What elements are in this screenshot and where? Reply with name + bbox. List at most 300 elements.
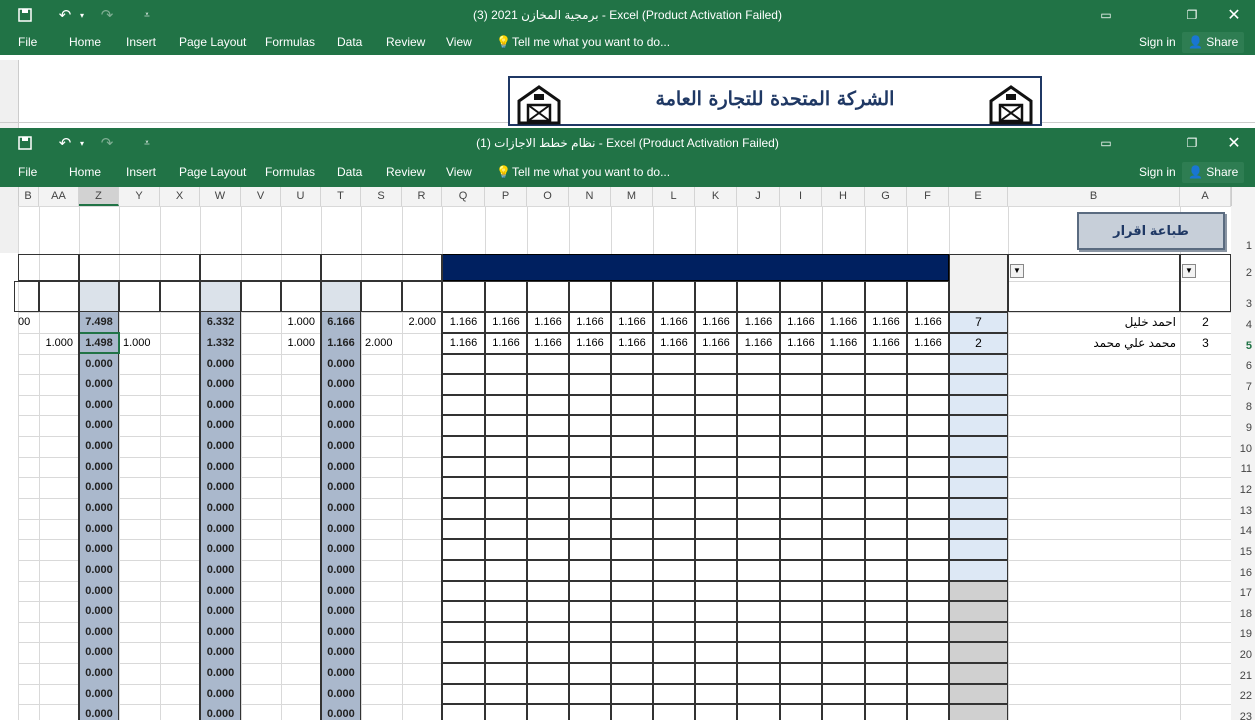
balance-cell[interactable]: 0.000 bbox=[327, 358, 355, 370]
first-half-cell[interactable]: 2.000 bbox=[408, 316, 436, 328]
monthly-accrual-cell[interactable] bbox=[780, 457, 822, 477]
row-header[interactable]: 14 bbox=[1239, 525, 1252, 537]
monthly-accrual-cell[interactable] bbox=[611, 601, 653, 622]
employee-id-cell[interactable]: 3 bbox=[1202, 336, 1209, 350]
monthly-accrual-cell[interactable] bbox=[695, 622, 737, 642]
monthly-accrual-cell[interactable] bbox=[822, 436, 865, 457]
monthly-accrual-cell[interactable] bbox=[653, 457, 695, 477]
first-half-cell[interactable]: 00 bbox=[18, 316, 31, 328]
row-header[interactable]: 3 bbox=[1245, 298, 1252, 310]
column-header[interactable]: J bbox=[737, 187, 780, 206]
column-header[interactable]: G bbox=[865, 187, 907, 206]
monthly-accrual-cell[interactable] bbox=[780, 704, 822, 720]
monthly-accrual-cell[interactable] bbox=[485, 374, 527, 395]
monthly-accrual-cell[interactable] bbox=[780, 395, 822, 415]
row-header[interactable]: 2 bbox=[1245, 267, 1252, 279]
balance-cell[interactable]: 0.000 bbox=[327, 605, 355, 617]
balance-cell[interactable]: 0.000 bbox=[85, 440, 113, 452]
row-header[interactable]: 17 bbox=[1239, 587, 1252, 599]
monthly-accrual-cell[interactable] bbox=[653, 663, 695, 684]
second-half-cell[interactable] bbox=[39, 312, 79, 333]
tell-me-box[interactable]: Tell me what you want to do... bbox=[512, 165, 671, 179]
monthly-accrual-cell[interactable] bbox=[569, 539, 611, 560]
monthly-accrual-cell[interactable] bbox=[485, 684, 527, 704]
column-header[interactable]: H bbox=[822, 187, 865, 206]
second-half-cell[interactable]: 1.000 bbox=[45, 337, 73, 349]
row-header[interactable]: 1 bbox=[1245, 240, 1252, 252]
balance-cell[interactable]: 0.000 bbox=[206, 688, 235, 700]
monthly-accrual-cell[interactable] bbox=[865, 457, 907, 477]
monthly-accrual-cell[interactable] bbox=[569, 477, 611, 498]
balance-cell[interactable]: 7.498 bbox=[85, 316, 113, 328]
monthly-accrual-cell[interactable] bbox=[695, 354, 737, 374]
monthly-accrual-cell[interactable] bbox=[907, 354, 949, 374]
monthly-accrual-cell[interactable] bbox=[611, 663, 653, 684]
prev-balance-cell[interactable] bbox=[949, 539, 1008, 560]
monthly-accrual-cell[interactable] bbox=[737, 457, 780, 477]
monthly-accrual-cell[interactable] bbox=[611, 395, 653, 415]
monthly-accrual-cell[interactable] bbox=[527, 498, 569, 519]
sign-in-link[interactable]: Sign in bbox=[1139, 35, 1176, 49]
monthly-accrual-cell[interactable] bbox=[569, 642, 611, 663]
balance-cell[interactable]: 6.332 bbox=[206, 316, 235, 328]
monthly-accrual-cell[interactable] bbox=[822, 457, 865, 477]
save-icon[interactable] bbox=[13, 0, 37, 30]
first-half-cell[interactable]: 1.000 bbox=[287, 337, 315, 349]
tab-file[interactable]: File bbox=[18, 35, 38, 49]
tab-review[interactable]: Review bbox=[386, 165, 426, 179]
balance-cell[interactable]: 0.000 bbox=[85, 358, 113, 370]
balance-cell[interactable]: 0.000 bbox=[85, 585, 113, 597]
row-header[interactable]: 10 bbox=[1239, 443, 1252, 455]
balance-cell[interactable]: 0.000 bbox=[327, 399, 355, 411]
column-header[interactable]: A bbox=[1180, 187, 1231, 206]
row-header[interactable]: 7 bbox=[1245, 381, 1252, 393]
monthly-accrual-cell[interactable] bbox=[907, 704, 949, 720]
restore-icon[interactable]: ❐ bbox=[1186, 136, 1198, 150]
monthly-accrual-cell[interactable] bbox=[737, 519, 780, 539]
monthly-accrual-cell[interactable] bbox=[780, 415, 822, 436]
monthly-accrual-cell[interactable] bbox=[695, 581, 737, 601]
monthly-accrual-cell[interactable] bbox=[695, 395, 737, 415]
monthly-accrual-cell[interactable] bbox=[907, 539, 949, 560]
balance-cell[interactable]: 0.000 bbox=[206, 358, 235, 370]
balance-cell[interactable]: 0.000 bbox=[327, 523, 355, 535]
monthly-accrual-cell[interactable] bbox=[865, 539, 907, 560]
monthly-accrual-cell[interactable] bbox=[695, 415, 737, 436]
monthly-accrual-cell[interactable] bbox=[442, 684, 485, 704]
column-header[interactable]: R bbox=[402, 187, 442, 206]
monthly-accrual-cell[interactable] bbox=[822, 415, 865, 436]
monthly-accrual-cell[interactable] bbox=[865, 581, 907, 601]
undo-icon[interactable]: ↶ bbox=[58, 7, 72, 24]
column-header[interactable]: S bbox=[361, 187, 402, 206]
monthly-accrual-cell[interactable] bbox=[527, 436, 569, 457]
monthly-accrual-cell[interactable] bbox=[611, 477, 653, 498]
monthly-accrual-cell[interactable] bbox=[611, 560, 653, 581]
balance-cell[interactable]: 0.000 bbox=[206, 708, 235, 720]
share-button[interactable]: 👤 Share bbox=[1182, 162, 1244, 183]
balance-cell[interactable]: 0.000 bbox=[85, 667, 113, 679]
monthly-accrual-cell[interactable] bbox=[865, 395, 907, 415]
monthly-accrual-cell[interactable] bbox=[527, 354, 569, 374]
monthly-accrual-cell[interactable] bbox=[822, 477, 865, 498]
monthly-accrual-cell[interactable] bbox=[611, 374, 653, 395]
monthly-accrual-cell[interactable] bbox=[527, 560, 569, 581]
monthly-accrual-cell[interactable] bbox=[780, 581, 822, 601]
first-half-cell[interactable]: 1.000 bbox=[287, 316, 315, 328]
monthly-accrual-cell[interactable] bbox=[485, 457, 527, 477]
monthly-accrual-cell[interactable] bbox=[695, 684, 737, 704]
monthly-accrual-cell[interactable] bbox=[653, 498, 695, 519]
balance-cell[interactable]: 0.000 bbox=[327, 564, 355, 576]
monthly-accrual-cell[interactable] bbox=[569, 622, 611, 642]
prev-balance-cell[interactable] bbox=[949, 622, 1008, 642]
monthly-accrual-cell[interactable] bbox=[653, 642, 695, 663]
monthly-accrual-cell[interactable] bbox=[907, 436, 949, 457]
monthly-accrual-cell[interactable] bbox=[695, 704, 737, 720]
monthly-accrual-cell[interactable] bbox=[865, 519, 907, 539]
monthly-accrual-cell[interactable] bbox=[907, 684, 949, 704]
monthly-accrual-cell[interactable] bbox=[485, 560, 527, 581]
column-header[interactable]: Q bbox=[442, 187, 485, 206]
row-header[interactable]: 18 bbox=[1239, 608, 1252, 620]
monthly-accrual-cell[interactable] bbox=[442, 642, 485, 663]
monthly-accrual-cell[interactable] bbox=[822, 560, 865, 581]
restore-icon[interactable]: ❐ bbox=[1186, 8, 1198, 22]
monthly-accrual-cell[interactable] bbox=[780, 560, 822, 581]
monthly-accrual-cell[interactable] bbox=[569, 457, 611, 477]
monthly-accrual-cell[interactable] bbox=[695, 519, 737, 539]
close-icon[interactable]: ✕ bbox=[1227, 135, 1241, 152]
prev-balance-cell[interactable] bbox=[949, 519, 1008, 539]
tab-file[interactable]: File bbox=[18, 165, 38, 179]
monthly-accrual-cell[interactable] bbox=[485, 415, 527, 436]
undo-icon[interactable]: ↶ bbox=[58, 135, 72, 152]
balance-cell[interactable]: 0.000 bbox=[206, 626, 235, 638]
monthly-accrual-cell[interactable] bbox=[737, 415, 780, 436]
monthly-accrual-cell[interactable] bbox=[780, 374, 822, 395]
monthly-accrual-cell[interactable] bbox=[780, 684, 822, 704]
monthly-accrual-cell[interactable] bbox=[822, 704, 865, 720]
prev-balance-cell[interactable] bbox=[949, 601, 1008, 622]
column-header[interactable]: N bbox=[569, 187, 611, 206]
monthly-accrual-cell[interactable] bbox=[737, 374, 780, 395]
monthly-accrual-cell[interactable] bbox=[527, 415, 569, 436]
monthly-accrual-cell[interactable] bbox=[527, 601, 569, 622]
prev-balance-cell[interactable]: 2 bbox=[949, 333, 1008, 354]
tab-home[interactable]: Home bbox=[69, 35, 102, 49]
monthly-accrual-cell[interactable] bbox=[737, 354, 780, 374]
monthly-accrual-cell[interactable] bbox=[527, 477, 569, 498]
employee-name-cell[interactable]: محمد علي محمد bbox=[1093, 336, 1176, 350]
prev-balance-cell[interactable] bbox=[949, 642, 1008, 663]
monthly-accrual-cell[interactable] bbox=[865, 374, 907, 395]
monthly-accrual-cell[interactable] bbox=[822, 498, 865, 519]
prev-balance-cell[interactable] bbox=[949, 415, 1008, 436]
monthly-accrual-cell[interactable] bbox=[695, 601, 737, 622]
balance-cell[interactable]: 0.000 bbox=[206, 461, 235, 473]
monthly-accrual-cell[interactable] bbox=[695, 477, 737, 498]
monthly-accrual-cell[interactable] bbox=[653, 436, 695, 457]
row-header[interactable]: 23 bbox=[1239, 711, 1252, 723]
monthly-accrual-cell[interactable] bbox=[822, 642, 865, 663]
monthly-accrual-cell[interactable] bbox=[907, 498, 949, 519]
monthly-accrual-cell[interactable] bbox=[611, 684, 653, 704]
filter-dropdown-icon[interactable]: ▼ bbox=[1010, 264, 1024, 278]
tab-review[interactable]: Review bbox=[386, 35, 426, 49]
monthly-accrual-cell[interactable] bbox=[865, 684, 907, 704]
monthly-accrual-cell[interactable] bbox=[695, 560, 737, 581]
sheet-grid[interactable] bbox=[0, 206, 1231, 720]
monthly-accrual-cell[interactable] bbox=[485, 477, 527, 498]
monthly-accrual-cell[interactable] bbox=[907, 560, 949, 581]
monthly-accrual-cell[interactable] bbox=[442, 374, 485, 395]
monthly-accrual-cell[interactable] bbox=[611, 622, 653, 642]
column-header[interactable]: F bbox=[907, 187, 949, 206]
monthly-accrual-cell[interactable] bbox=[695, 436, 737, 457]
first-half-cell[interactable] bbox=[18, 333, 39, 354]
monthly-accrual-cell[interactable] bbox=[822, 374, 865, 395]
column-header[interactable]: T bbox=[321, 187, 361, 206]
monthly-accrual-cell[interactable] bbox=[653, 477, 695, 498]
monthly-accrual-cell[interactable] bbox=[822, 539, 865, 560]
column-header[interactable]: I bbox=[780, 187, 822, 206]
monthly-accrual-cell[interactable] bbox=[527, 642, 569, 663]
balance-cell[interactable]: 0.000 bbox=[206, 481, 235, 493]
monthly-accrual-cell[interactable] bbox=[527, 519, 569, 539]
monthly-accrual-cell[interactable] bbox=[442, 704, 485, 720]
monthly-accrual-cell[interactable] bbox=[780, 519, 822, 539]
monthly-accrual-cell[interactable] bbox=[737, 436, 780, 457]
vertical-scrollbar[interactable] bbox=[0, 60, 19, 128]
monthly-accrual-cell[interactable] bbox=[653, 519, 695, 539]
monthly-accrual-cell[interactable] bbox=[865, 436, 907, 457]
balance-cell[interactable]: 0.000 bbox=[327, 688, 355, 700]
monthly-accrual-cell[interactable] bbox=[780, 436, 822, 457]
first-half-cell[interactable] bbox=[160, 312, 200, 333]
monthly-accrual-cell[interactable] bbox=[485, 519, 527, 539]
column-header[interactable]: B bbox=[1008, 187, 1180, 206]
monthly-accrual-cell[interactable] bbox=[907, 581, 949, 601]
column-header[interactable]: L bbox=[653, 187, 695, 206]
prev-balance-cell[interactable]: 7 bbox=[949, 312, 1008, 333]
row-header[interactable]: 12 bbox=[1239, 484, 1252, 496]
monthly-accrual-cell[interactable] bbox=[527, 581, 569, 601]
monthly-accrual-cell[interactable] bbox=[822, 519, 865, 539]
column-header[interactable]: AA bbox=[39, 187, 79, 206]
chevron-down-icon[interactable]: ▾ bbox=[79, 10, 84, 20]
monthly-accrual-cell[interactable] bbox=[737, 560, 780, 581]
tab-view[interactable]: View bbox=[446, 35, 472, 49]
monthly-accrual-cell[interactable] bbox=[907, 519, 949, 539]
monthly-accrual-cell[interactable] bbox=[569, 395, 611, 415]
monthly-accrual-cell[interactable] bbox=[485, 436, 527, 457]
monthly-accrual-cell[interactable] bbox=[527, 704, 569, 720]
balance-cell[interactable]: 0.000 bbox=[327, 708, 355, 720]
row-header[interactable]: 9 bbox=[1245, 422, 1252, 434]
tab-formulas[interactable]: Formulas bbox=[265, 35, 316, 49]
monthly-accrual-cell[interactable] bbox=[442, 354, 485, 374]
tell-me-box[interactable]: Tell me what you want to do... bbox=[512, 35, 671, 49]
monthly-accrual-cell[interactable] bbox=[737, 601, 780, 622]
monthly-accrual-cell[interactable] bbox=[653, 684, 695, 704]
ribbon-display-icon[interactable]: ▭ bbox=[1100, 8, 1112, 22]
monthly-accrual-cell[interactable] bbox=[442, 477, 485, 498]
monthly-accrual-cell[interactable] bbox=[611, 436, 653, 457]
monthly-accrual-cell[interactable] bbox=[569, 436, 611, 457]
balance-cell[interactable]: 1.332 bbox=[206, 337, 235, 349]
monthly-accrual-cell[interactable] bbox=[485, 581, 527, 601]
monthly-accrual-cell[interactable] bbox=[695, 498, 737, 519]
monthly-accrual-cell[interactable] bbox=[737, 581, 780, 601]
monthly-accrual-cell[interactable] bbox=[569, 415, 611, 436]
monthly-accrual-cell[interactable] bbox=[737, 663, 780, 684]
monthly-accrual-cell[interactable] bbox=[822, 622, 865, 642]
monthly-accrual-cell[interactable] bbox=[780, 539, 822, 560]
monthly-accrual-cell[interactable] bbox=[569, 581, 611, 601]
balance-cell[interactable]: 0.000 bbox=[206, 605, 235, 617]
row-header[interactable]: 6 bbox=[1245, 360, 1252, 372]
column-header[interactable]: M bbox=[611, 187, 653, 206]
monthly-accrual-cell[interactable] bbox=[442, 581, 485, 601]
monthly-accrual-cell[interactable] bbox=[485, 539, 527, 560]
monthly-accrual-cell[interactable] bbox=[527, 684, 569, 704]
monthly-accrual-cell[interactable] bbox=[737, 642, 780, 663]
customize-icon[interactable]: ⩡ bbox=[144, 137, 150, 149]
column-header[interactable]: Z bbox=[79, 187, 119, 206]
prev-balance-cell[interactable] bbox=[949, 395, 1008, 415]
monthly-accrual-cell[interactable] bbox=[737, 395, 780, 415]
balance-cell[interactable]: 0.000 bbox=[206, 585, 235, 597]
close-icon[interactable]: ✕ bbox=[1227, 7, 1241, 24]
monthly-accrual-cell[interactable] bbox=[822, 581, 865, 601]
select-all-corner[interactable] bbox=[1231, 187, 1255, 206]
row-header[interactable]: 22 bbox=[1239, 690, 1252, 702]
monthly-accrual-cell[interactable] bbox=[780, 498, 822, 519]
column-header[interactable]: K bbox=[695, 187, 737, 206]
monthly-accrual-cell[interactable] bbox=[865, 642, 907, 663]
balance-cell[interactable]: 0.000 bbox=[206, 378, 235, 390]
monthly-accrual-cell[interactable] bbox=[737, 477, 780, 498]
monthly-accrual-cell[interactable] bbox=[442, 457, 485, 477]
tab-data[interactable]: Data bbox=[337, 35, 363, 49]
monthly-accrual-cell[interactable] bbox=[527, 663, 569, 684]
monthly-accrual-cell[interactable] bbox=[907, 395, 949, 415]
tab-formulas[interactable]: Formulas bbox=[265, 165, 316, 179]
monthly-accrual-cell[interactable] bbox=[653, 622, 695, 642]
monthly-accrual-cell[interactable] bbox=[569, 498, 611, 519]
second-half-cell[interactable] bbox=[241, 333, 281, 354]
balance-cell[interactable]: 0.000 bbox=[85, 626, 113, 638]
monthly-accrual-cell[interactable] bbox=[653, 374, 695, 395]
balance-cell[interactable]: 0.000 bbox=[206, 523, 235, 535]
monthly-accrual-cell[interactable] bbox=[611, 642, 653, 663]
balance-cell[interactable]: 0.000 bbox=[85, 646, 113, 658]
monthly-accrual-cell[interactable] bbox=[865, 622, 907, 642]
tab-home[interactable]: Home bbox=[69, 165, 102, 179]
monthly-accrual-cell[interactable] bbox=[569, 684, 611, 704]
second-half-cell[interactable]: 2.000 bbox=[365, 337, 393, 349]
balance-cell[interactable]: 0.000 bbox=[206, 399, 235, 411]
prev-balance-cell[interactable] bbox=[949, 457, 1008, 477]
monthly-accrual-cell[interactable] bbox=[485, 354, 527, 374]
monthly-accrual-cell[interactable] bbox=[653, 354, 695, 374]
monthly-accrual-cell[interactable] bbox=[653, 415, 695, 436]
share-button[interactable]: 👤 Share bbox=[1182, 32, 1244, 53]
monthly-accrual-cell[interactable] bbox=[822, 354, 865, 374]
monthly-accrual-cell[interactable] bbox=[737, 622, 780, 642]
row-header[interactable]: 15 bbox=[1239, 546, 1252, 558]
monthly-accrual-cell[interactable] bbox=[865, 663, 907, 684]
balance-cell[interactable]: 0.000 bbox=[327, 585, 355, 597]
monthly-accrual-cell[interactable] bbox=[485, 622, 527, 642]
monthly-accrual-cell[interactable] bbox=[822, 395, 865, 415]
monthly-accrual-cell[interactable] bbox=[527, 539, 569, 560]
column-header[interactable]: X bbox=[160, 187, 200, 206]
monthly-accrual-cell[interactable] bbox=[611, 581, 653, 601]
balance-cell[interactable]: 0.000 bbox=[85, 461, 113, 473]
balance-cell[interactable]: 0.000 bbox=[327, 543, 355, 555]
balance-cell[interactable]: 0.000 bbox=[206, 646, 235, 658]
balance-cell[interactable]: 0.000 bbox=[85, 688, 113, 700]
balance-cell[interactable]: 0.000 bbox=[85, 502, 113, 514]
balance-cell[interactable]: 0.000 bbox=[206, 440, 235, 452]
balance-cell[interactable]: 0.000 bbox=[85, 605, 113, 617]
balance-cell[interactable]: 0.000 bbox=[327, 440, 355, 452]
monthly-accrual-cell[interactable] bbox=[780, 354, 822, 374]
monthly-accrual-cell[interactable] bbox=[442, 395, 485, 415]
monthly-accrual-cell[interactable] bbox=[737, 684, 780, 704]
monthly-accrual-cell[interactable] bbox=[653, 601, 695, 622]
filter-dropdown-icon[interactable]: ▼ bbox=[1182, 264, 1196, 278]
monthly-accrual-cell[interactable] bbox=[907, 477, 949, 498]
monthly-accrual-cell[interactable] bbox=[569, 704, 611, 720]
monthly-accrual-cell[interactable] bbox=[907, 374, 949, 395]
monthly-accrual-cell[interactable] bbox=[695, 374, 737, 395]
prev-balance-cell[interactable] bbox=[949, 581, 1008, 601]
row-header[interactable]: 4 bbox=[1245, 319, 1252, 331]
tab-view[interactable]: View bbox=[446, 165, 472, 179]
balance-cell[interactable]: 0.000 bbox=[327, 419, 355, 431]
monthly-accrual-cell[interactable] bbox=[442, 539, 485, 560]
balance-cell[interactable]: 0.000 bbox=[85, 708, 113, 720]
monthly-accrual-cell[interactable] bbox=[695, 539, 737, 560]
monthly-accrual-cell[interactable] bbox=[442, 415, 485, 436]
first-half-cell[interactable] bbox=[402, 333, 442, 354]
monthly-accrual-cell[interactable] bbox=[485, 704, 527, 720]
column-header[interactable]: W bbox=[200, 187, 241, 206]
prev-balance-cell[interactable] bbox=[949, 477, 1008, 498]
balance-cell[interactable]: 0.000 bbox=[85, 564, 113, 576]
row-header[interactable]: 11 bbox=[1240, 463, 1252, 475]
tab-data[interactable]: Data bbox=[337, 165, 363, 179]
balance-cell[interactable]: 0.000 bbox=[85, 481, 113, 493]
monthly-accrual-cell[interactable] bbox=[442, 560, 485, 581]
monthly-accrual-cell[interactable] bbox=[780, 663, 822, 684]
balance-cell[interactable]: 0.000 bbox=[327, 502, 355, 514]
balance-cell[interactable]: 0.000 bbox=[327, 646, 355, 658]
monthly-accrual-cell[interactable] bbox=[865, 477, 907, 498]
tab-page-layout[interactable]: Page Layout bbox=[179, 165, 247, 179]
sign-in-link[interactable]: Sign in bbox=[1139, 165, 1176, 179]
prev-balance-cell[interactable] bbox=[949, 436, 1008, 457]
second-half-cell[interactable] bbox=[119, 312, 160, 333]
monthly-accrual-cell[interactable] bbox=[442, 519, 485, 539]
second-half-cell[interactable] bbox=[241, 312, 281, 333]
monthly-accrual-cell[interactable] bbox=[611, 704, 653, 720]
tab-insert[interactable]: Insert bbox=[126, 35, 157, 49]
